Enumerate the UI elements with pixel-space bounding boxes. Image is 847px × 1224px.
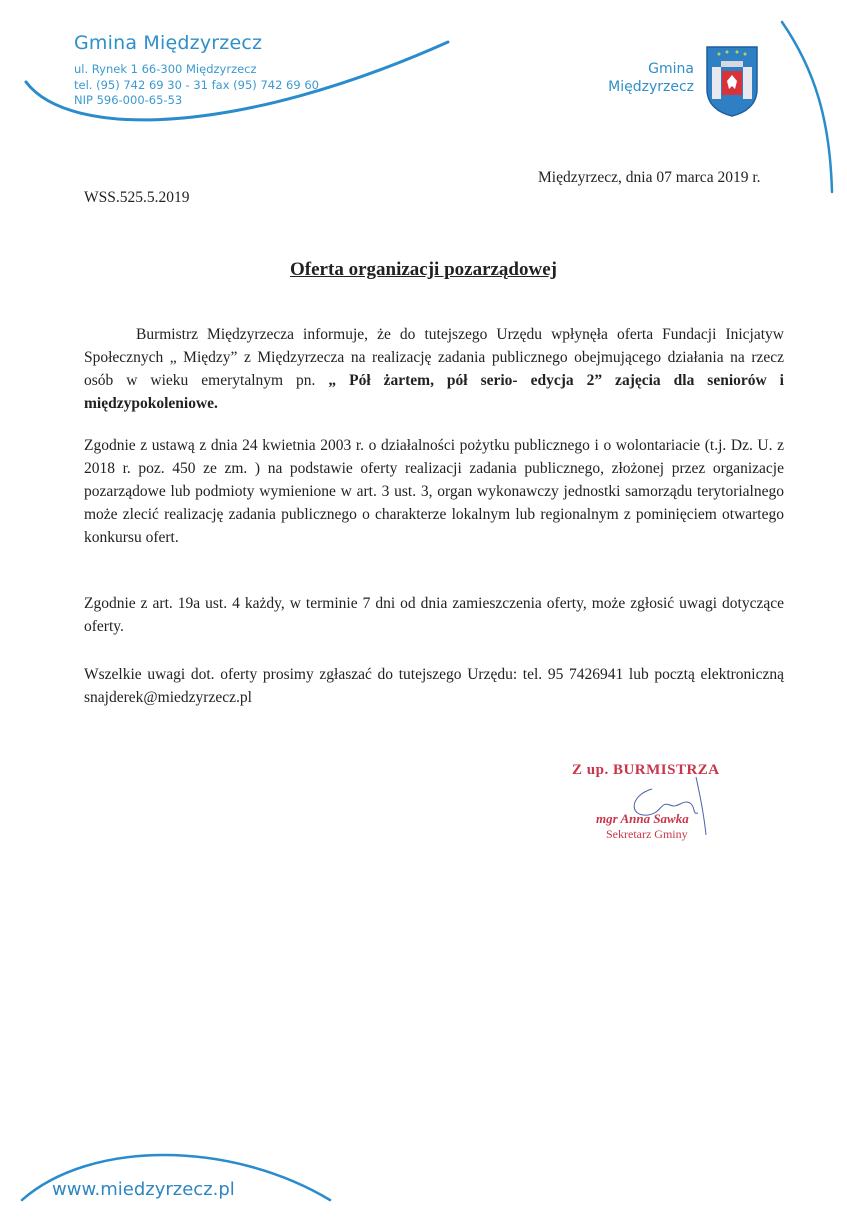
paragraph-comments-deadline: Zgodnie z art. 19a ust. 4 każdy, w terminie 7 dni od dnia zamieszczenia oferty, może zgłosić uwagi dotyczące oferty. [84, 595, 784, 635]
document-title: Oferta organizacji pozarządowej [290, 259, 557, 280]
paragraph-announcement-text: Burmistrz Międzyrzecza informuje, że do tutejszego Urzędu wpłynęła oferta Fundacji Inicjatyw Społecznych „ Między” z Międzyrzecza na realizację zadania publicznego obejmującego działania na rzecz osób w wieku emerytalnym pn. [84, 326, 784, 389]
reference-number: WSS.525.5.2019 [84, 189, 190, 206]
letterhead-org-name: Gmina Międzyrzecz [74, 32, 263, 54]
place-and-date: Międzyrzecz, dnia 07 marca 2019 r. [538, 169, 761, 186]
letterhead-address: ul. Rynek 1 66-300 Międzyrzecz [74, 62, 257, 76]
logo-text-line1: Gmina [648, 61, 694, 77]
paragraph-announcement [84, 323, 784, 415]
paragraph-legal-basis: Zgodnie z ustawą z dnia 24 kwietnia 2003 r. o działalności pożytku publicznego i o wolontariacie (t.j. Dz. U. z 2018 r. poz. 450 ze zm. ) na podstawie oferty realizacji zadania publicznego, złożonej przez organizacje pozarządowe lub podmioty wymienione w art. 3 ust. 3, organ wykonawczy jednostki samorządu terytorialnego może zlecić realizację zadania publicznego o charakterze lokalnym lub regionalnym z pominięciem otwartego konkursu ofert. [84, 437, 784, 546]
stamp-signatory-name: mgr Anna Sawka [596, 811, 689, 826]
logo-text-line2: Międzyrzecz [608, 79, 694, 95]
paragraph-contact: Wszelkie uwagi dot. oferty prosimy zgłaszać do tutejszego Urzędu: tel. 95 7426941 lub pocztą elektroniczną snajderek@miedzyrzecz.pl [84, 666, 784, 706]
letterhead-phone-fax: tel. (95) 742 69 30 - 31 fax (95) 742 69 60 [74, 77, 319, 92]
letterhead-contact-block [74, 32, 319, 109]
letterhead-nip: NIP 596-000-65-53 [74, 93, 183, 107]
logo-text [608, 60, 694, 96]
official-stamp [572, 762, 792, 841]
footer-website-link[interactable]: www.miedzyrzecz.pl [52, 1179, 235, 1200]
stamp-signatory-role: Sekretarz Gminy [606, 827, 688, 841]
stamp-title: Z up. BURMISTRZA [572, 762, 720, 778]
coat-of-arms-icon [705, 45, 759, 117]
task-name: „ Pół żartem, pół serio- edycja 2” zajęcia dla seniorów i międzypokoleniowe. [84, 372, 784, 412]
